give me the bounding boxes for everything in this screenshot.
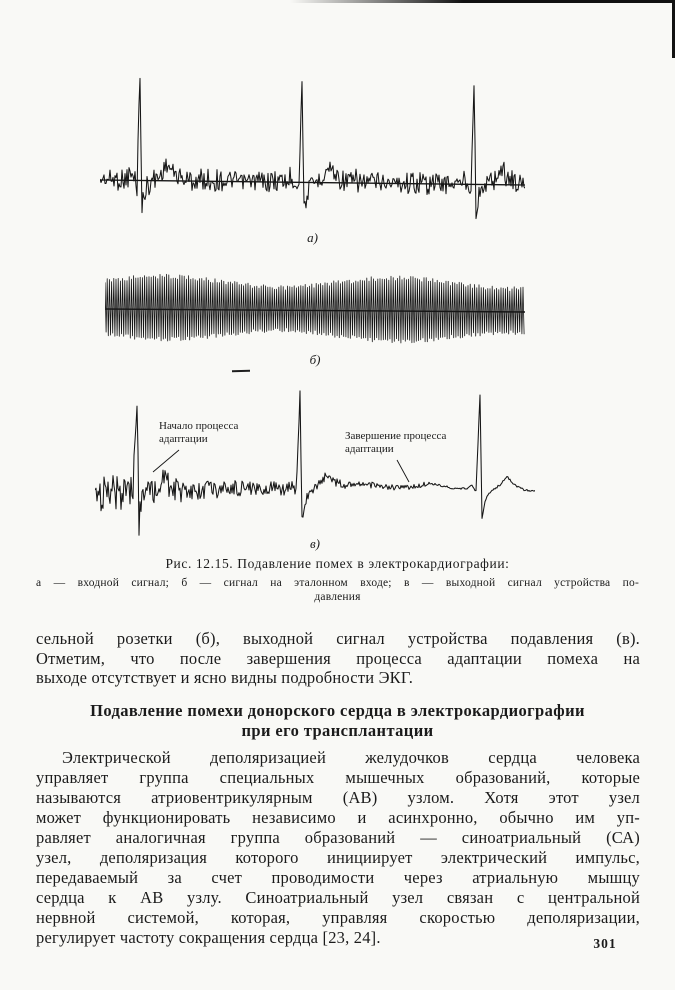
section-heading	[0, 701, 675, 741]
figure-v-output-signal	[95, 378, 535, 543]
section-heading-line1: Подавление помехи донорского сердца в электрокардиографии	[90, 701, 585, 720]
page-number: 301	[593, 936, 617, 951]
paragraph-1	[36, 629, 640, 688]
annotation-adaptation-end-line1: Завершение процесса	[345, 430, 447, 442]
section-heading-line2: при его трансплантации	[241, 721, 434, 740]
paragraph-2-line: узел, деполяризация которого инициирует электрический импульс,	[36, 848, 640, 867]
figure-b-reference-signal	[105, 268, 525, 353]
paragraph-2-line: передаваемый за счет проводимости через атриальную мышцу	[36, 868, 640, 887]
paragraph-2-line: может функционировать независимо и асинхронно, обычно им уп-	[36, 808, 640, 827]
figure-caption-legend-line1: а — входной сигнал; б — сигнал на эталонном входе; в — выходной сигнал устройства по-	[36, 577, 639, 589]
scan-edge-artifact-top	[290, 0, 675, 3]
annotation-adaptation-start-line1: Начало процесса	[159, 420, 239, 432]
paragraph-2-line: нервной системой, которая, управляя скоростью деполяризации,	[36, 908, 640, 927]
paragraph-2-line: равляет аналогичная группа образований — синоатриальный (СА)	[36, 828, 640, 847]
figure-b-label: б)	[309, 352, 321, 367]
figure-a-input-signal	[100, 55, 525, 235]
paragraph-2-line: называются атриовентрикулярным (АВ) узлом. Хотя этот узел	[36, 788, 640, 807]
figure-caption-legend-line2: давления	[314, 591, 361, 603]
figure-v-label: в)	[310, 536, 320, 551]
ecg-trace-v-svg	[95, 378, 535, 543]
paragraph-1-line: выходе отсутствует и ясно видны подробности ЭКГ.	[36, 668, 414, 687]
annotation-adaptation-end	[345, 430, 485, 456]
annotation-adaptation-start	[159, 420, 279, 446]
paragraph-1-line: сельной розетки (б), выходной сигнал устройства подавления (в).	[36, 629, 640, 648]
paragraph-2-line: сердца к АВ узлу. Синоатриальный узел связан с центральной	[36, 888, 640, 907]
ecg-trace-a-svg	[100, 55, 525, 235]
figure-a-label: а)	[307, 230, 318, 245]
scan-artifact-dash	[232, 370, 250, 372]
annotation-adaptation-start-line2: адаптации	[159, 433, 208, 445]
paragraph-1-line: Отметим, что после завершения процесса адаптации помеха на	[36, 648, 640, 668]
paragraph-2-line: Электрической деполяризацией желудочков сердца человека	[62, 748, 640, 767]
figure-caption-title: Рис. 12.15. Подавление помех в электрокардиографии:	[165, 556, 510, 571]
paragraph-2-line: управляет группа специальных мышечных образований, которые	[36, 768, 640, 787]
annotation-adaptation-end-line2: адаптации	[345, 443, 394, 455]
paragraph-2	[36, 748, 640, 948]
paragraph-2-line: регулирует частоту сокращения сердца [23, 24].	[36, 928, 381, 947]
noise-band-b-svg	[105, 268, 525, 353]
